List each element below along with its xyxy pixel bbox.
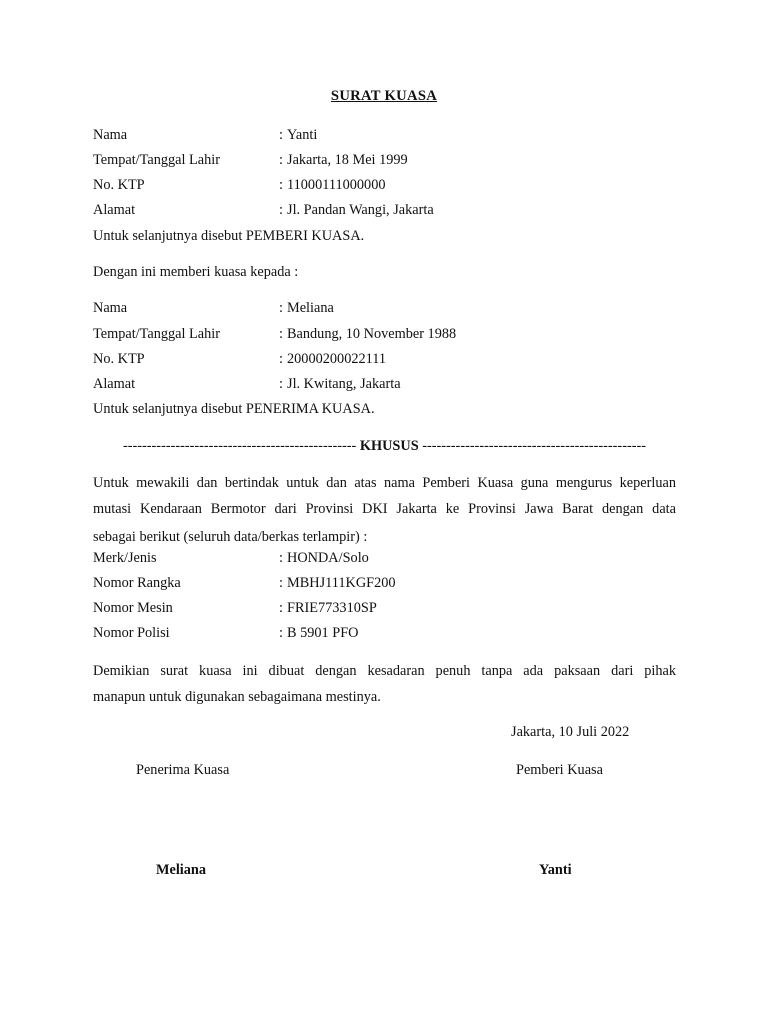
field-label: Alamat	[93, 376, 136, 392]
field-value: Jl. Pandan Wangi, Jakarta	[287, 202, 434, 218]
divider-dashes-left: -------------------------------------------------	[122, 438, 357, 454]
field-value: Jakarta, 18 Mei 1999	[287, 152, 408, 168]
field-colon: :	[279, 625, 283, 641]
field-label: Nomor Rangka	[93, 575, 181, 591]
field-label: Nama	[93, 300, 128, 316]
grantor-closing: Untuk selanjutnya disebut PEMBERI KUASA.	[93, 228, 365, 244]
purpose-line: Untuk mewakili dan bertindak untuk dan atas nama Pemberi Kuasa guna mengurus keperluan	[93, 475, 676, 491]
field-colon: :	[279, 550, 283, 566]
field-value: Yanti	[287, 127, 318, 143]
field-label: Tempat/Tanggal Lahir	[93, 326, 221, 342]
field-value: Meliana	[287, 300, 334, 316]
field-colon: :	[279, 351, 283, 367]
field-value: Jl. Kwitang, Jakarta	[287, 376, 401, 392]
field-colon: :	[279, 575, 283, 591]
field-value: MBHJ111KGF200	[287, 575, 396, 591]
statement-line: Demikian surat kuasa ini dibuat dengan kesadaran penuh tanpa ada paksaan dari pihak	[93, 663, 676, 679]
intro-line: Dengan ini memberi kuasa kepada :	[93, 264, 299, 280]
field-label: Nomor Polisi	[93, 625, 170, 641]
field-colon: :	[279, 127, 283, 143]
field-colon: :	[279, 300, 283, 316]
field-value: 20000200022111	[287, 351, 387, 367]
field-value: B 5901 PFO	[287, 625, 359, 641]
divider-label: KHUSUS	[359, 438, 419, 454]
field-colon: :	[279, 600, 283, 616]
divider-dashes-right: -----------------------------------------------	[422, 438, 647, 454]
field-label: No. KTP	[93, 351, 145, 367]
field-colon: :	[279, 152, 283, 168]
field-label: Alamat	[93, 202, 136, 218]
field-label: Tempat/Tanggal Lahir	[93, 152, 221, 168]
grantee-closing: Untuk selanjutnya disebut PENERIMA KUASA.	[93, 401, 375, 417]
document-title: SURAT KUASA	[330, 88, 438, 104]
purpose-line: mutasi Kendaraan Bermotor dari Provinsi DKI Jakarta ke Provinsi Jawa Barat dengan data	[93, 501, 676, 517]
statement-line: manapun untuk digunakan sebagaimana mestinya.	[93, 689, 381, 705]
field-label: Nomor Mesin	[93, 600, 173, 616]
field-value: HONDA/Solo	[287, 550, 369, 566]
receiver-name: Meliana	[156, 862, 207, 878]
field-colon: :	[279, 177, 283, 193]
field-value: Bandung, 10 November 1988	[287, 326, 457, 342]
field-label: Merk/Jenis	[93, 550, 157, 566]
receiver-role: Penerima Kuasa	[136, 762, 230, 778]
field-colon: :	[279, 376, 283, 392]
field-label: No. KTP	[93, 177, 145, 193]
giver-role: Pemberi Kuasa	[516, 762, 603, 778]
purpose-line: sebagai berikut (seluruh data/berkas terlampir) :	[93, 529, 368, 545]
field-colon: :	[279, 202, 283, 218]
field-colon: :	[279, 326, 283, 342]
giver-name: Yanti	[539, 862, 572, 878]
field-value: 11000111000000	[287, 177, 386, 193]
section-divider	[93, 437, 676, 455]
place-date: Jakarta, 10 Juli 2022	[511, 724, 630, 740]
field-value: FRIE773310SP	[287, 600, 377, 616]
field-label: Nama	[93, 127, 128, 143]
